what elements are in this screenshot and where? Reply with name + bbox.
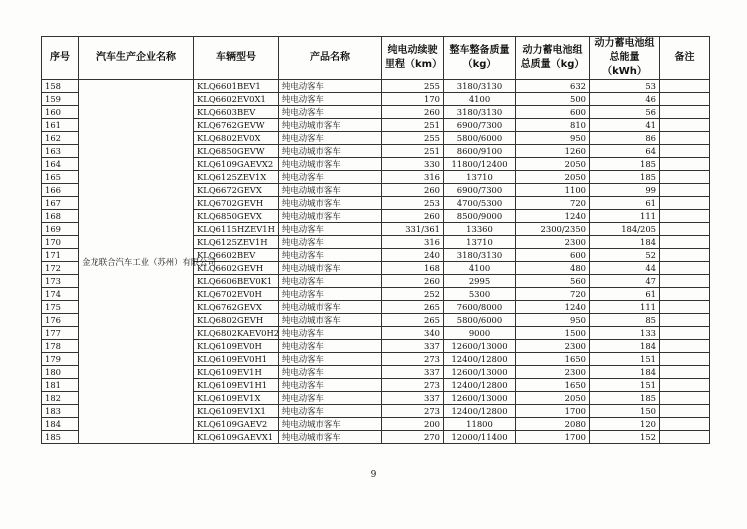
- cell-mass: 4100: [444, 93, 516, 106]
- cell-remarks: [660, 431, 710, 444]
- cell-battery-energy: 185: [590, 171, 660, 184]
- cell-no: 185: [42, 431, 79, 444]
- cell-battery-energy: 61: [590, 197, 660, 210]
- cell-model: KLQ6125ZEV1H: [194, 236, 279, 249]
- cell-battery-mass: 1500: [516, 327, 590, 340]
- cell-product: 纯电动客车: [279, 80, 382, 93]
- cell-battery-energy: 46: [590, 93, 660, 106]
- cell-range: 337: [382, 340, 444, 353]
- cell-product: 纯电动城市客车: [279, 158, 382, 171]
- cell-product: 纯电动客车: [279, 405, 382, 418]
- cell-remarks: [660, 418, 710, 431]
- cell-remarks: [660, 340, 710, 353]
- header-remarks: 备注: [660, 37, 710, 80]
- cell-model: KLQ6802GEVH: [194, 314, 279, 327]
- cell-mass: 3180/3130: [444, 106, 516, 119]
- cell-battery-energy: 44: [590, 262, 660, 275]
- cell-no: 184: [42, 418, 79, 431]
- vehicle-table: [41, 36, 710, 444]
- cell-product: 纯电动城市客车: [279, 314, 382, 327]
- cell-model: KLQ6603BEV: [194, 106, 279, 119]
- cell-model: KLQ6109EV1H1: [194, 379, 279, 392]
- cell-range: 270: [382, 431, 444, 444]
- table-row: [42, 80, 710, 93]
- cell-remarks: [660, 275, 710, 288]
- cell-battery-energy: 120: [590, 418, 660, 431]
- cell-range: 260: [382, 106, 444, 119]
- cell-range: 273: [382, 379, 444, 392]
- cell-range: 273: [382, 353, 444, 366]
- cell-range: 240: [382, 249, 444, 262]
- cell-no: 165: [42, 171, 79, 184]
- cell-model: KLQ6109EV0H1: [194, 353, 279, 366]
- cell-no: 167: [42, 197, 79, 210]
- cell-no: 171: [42, 249, 79, 262]
- cell-remarks: [660, 93, 710, 106]
- cell-battery-mass: 2300: [516, 236, 590, 249]
- cell-battery-energy: 61: [590, 288, 660, 301]
- cell-no: 179: [42, 353, 79, 366]
- cell-remarks: [660, 210, 710, 223]
- cell-model: KLQ6109EV1H: [194, 366, 279, 379]
- page-number: 9: [370, 470, 377, 480]
- cell-remarks: [660, 301, 710, 314]
- cell-model: KLQ6802EV0X: [194, 132, 279, 145]
- cell-range: 251: [382, 119, 444, 132]
- cell-battery-energy: 184: [590, 340, 660, 353]
- cell-battery-mass: 560: [516, 275, 590, 288]
- cell-range: 337: [382, 392, 444, 405]
- cell-remarks: [660, 80, 710, 93]
- cell-remarks: [660, 249, 710, 262]
- cell-mass: 13360: [444, 223, 516, 236]
- cell-remarks: [660, 119, 710, 132]
- cell-range: 340: [382, 327, 444, 340]
- cell-range: 331/361: [382, 223, 444, 236]
- cell-mass: 11800/12400: [444, 158, 516, 171]
- cell-no: 172: [42, 262, 79, 275]
- cell-range: 265: [382, 301, 444, 314]
- cell-battery-mass: 600: [516, 106, 590, 119]
- cell-remarks: [660, 158, 710, 171]
- header-model: 车辆型号: [194, 37, 279, 80]
- cell-product: 纯电动城市客车: [279, 431, 382, 444]
- cell-mass: 9000: [444, 327, 516, 340]
- cell-model: KLQ6702GEVH: [194, 197, 279, 210]
- cell-range: 273: [382, 405, 444, 418]
- cell-mass: 8500/9000: [444, 210, 516, 223]
- cell-battery-mass: 1240: [516, 301, 590, 314]
- cell-product: 纯电动客车: [279, 288, 382, 301]
- cell-battery-mass: 1240: [516, 210, 590, 223]
- cell-battery-mass: 2050: [516, 392, 590, 405]
- cell-product: 纯电动客车: [279, 132, 382, 145]
- cell-battery-mass: 810: [516, 119, 590, 132]
- cell-range: 260: [382, 210, 444, 223]
- cell-range: 316: [382, 171, 444, 184]
- cell-no: 180: [42, 366, 79, 379]
- cell-model: KLQ6802KAEV0H2: [194, 327, 279, 340]
- cell-product: 纯电动客车: [279, 327, 382, 340]
- cell-battery-energy: 184/205: [590, 223, 660, 236]
- cell-model: KLQ6762GEVX: [194, 301, 279, 314]
- table-body: [42, 80, 710, 444]
- cell-battery-energy: 99: [590, 184, 660, 197]
- cell-battery-mass: 1700: [516, 431, 590, 444]
- cell-no: 182: [42, 392, 79, 405]
- cell-battery-mass: 1700: [516, 405, 590, 418]
- cell-battery-energy: 184: [590, 366, 660, 379]
- cell-mass: 11800: [444, 418, 516, 431]
- cell-battery-mass: 2300: [516, 366, 590, 379]
- cell-range: 316: [382, 236, 444, 249]
- cell-model: KLQ6109EV0H: [194, 340, 279, 353]
- cell-range: 170: [382, 93, 444, 106]
- cell-product: 纯电动客车: [279, 223, 382, 236]
- cell-remarks: [660, 132, 710, 145]
- cell-battery-energy: 185: [590, 158, 660, 171]
- cell-no: 161: [42, 119, 79, 132]
- cell-battery-energy: 86: [590, 132, 660, 145]
- cell-no: 168: [42, 210, 79, 223]
- cell-mass: 12400/12800: [444, 353, 516, 366]
- cell-battery-mass: 1260: [516, 145, 590, 158]
- cell-remarks: [660, 405, 710, 418]
- cell-model: KLQ6702EV0H: [194, 288, 279, 301]
- header-company: 汽车生产企业名称: [79, 37, 194, 80]
- header-range: 纯电动续驶里程（km）: [382, 37, 444, 80]
- cell-remarks: [660, 106, 710, 119]
- header-no: 序号: [42, 37, 79, 80]
- cell-battery-energy: 184: [590, 236, 660, 249]
- cell-product: 纯电动客车: [279, 340, 382, 353]
- cell-mass: 3180/3130: [444, 80, 516, 93]
- cell-remarks: [660, 262, 710, 275]
- cell-battery-energy: 52: [590, 249, 660, 262]
- cell-battery-mass: 1650: [516, 379, 590, 392]
- cell-no: 173: [42, 275, 79, 288]
- cell-battery-energy: 85: [590, 314, 660, 327]
- cell-battery-mass: 480: [516, 262, 590, 275]
- cell-no: 175: [42, 301, 79, 314]
- cell-remarks: [660, 197, 710, 210]
- cell-mass: 5300: [444, 288, 516, 301]
- cell-product: 纯电动客车: [279, 275, 382, 288]
- cell-no: 159: [42, 93, 79, 106]
- cell-battery-mass: 720: [516, 288, 590, 301]
- cell-range: 337: [382, 366, 444, 379]
- cell-model: KLQ6109GAEVX1: [194, 431, 279, 444]
- cell-battery-mass: 2300/2350: [516, 223, 590, 236]
- cell-battery-mass: 950: [516, 314, 590, 327]
- cell-no: 162: [42, 132, 79, 145]
- cell-mass: 6900/7300: [444, 184, 516, 197]
- cell-mass: 12400/12800: [444, 405, 516, 418]
- cell-remarks: [660, 353, 710, 366]
- cell-remarks: [660, 223, 710, 236]
- cell-mass: 2995: [444, 275, 516, 288]
- cell-no: 176: [42, 314, 79, 327]
- cell-model: KLQ6602BEV: [194, 249, 279, 262]
- cell-remarks: [660, 366, 710, 379]
- cell-range: 265: [382, 314, 444, 327]
- cell-mass: 12600/13000: [444, 340, 516, 353]
- cell-product: 纯电动城市客车: [279, 145, 382, 158]
- cell-battery-mass: 2050: [516, 158, 590, 171]
- cell-battery-energy: 185: [590, 392, 660, 405]
- cell-mass: 12600/13000: [444, 392, 516, 405]
- cell-battery-mass: 632: [516, 80, 590, 93]
- cell-model: KLQ6109GAEV2: [194, 418, 279, 431]
- cell-mass: 4100: [444, 262, 516, 275]
- cell-range: 251: [382, 145, 444, 158]
- cell-model: KLQ6850GEVW: [194, 145, 279, 158]
- cell-product: 纯电动城市客车: [279, 301, 382, 314]
- cell-model: KLQ6672GEVX: [194, 184, 279, 197]
- cell-range: 252: [382, 288, 444, 301]
- cell-battery-energy: 41: [590, 119, 660, 132]
- cell-product: 纯电动客车: [279, 366, 382, 379]
- cell-remarks: [660, 392, 710, 405]
- cell-battery-mass: 1100: [516, 184, 590, 197]
- cell-model: KLQ6762GEVW: [194, 119, 279, 132]
- cell-no: 177: [42, 327, 79, 340]
- cell-product: 纯电动客车: [279, 93, 382, 106]
- cell-battery-energy: 152: [590, 431, 660, 444]
- cell-no: 181: [42, 379, 79, 392]
- cell-battery-mass: 2050: [516, 171, 590, 184]
- cell-battery-mass: 500: [516, 93, 590, 106]
- cell-model: KLQ6125ZEV1X: [194, 171, 279, 184]
- cell-mass: 3180/3130: [444, 249, 516, 262]
- cell-mass: 13710: [444, 171, 516, 184]
- cell-product: 纯电动城市客车: [279, 262, 382, 275]
- cell-range: 253: [382, 197, 444, 210]
- cell-range: 330: [382, 158, 444, 171]
- header-battery-mass: 动力蓄电池组总质量（kg）: [516, 37, 590, 80]
- cell-no: 163: [42, 145, 79, 158]
- cell-battery-energy: 64: [590, 145, 660, 158]
- cell-product: 纯电动城市客车: [279, 418, 382, 431]
- cell-range: 255: [382, 132, 444, 145]
- cell-product: 纯电动客车: [279, 236, 382, 249]
- cell-remarks: [660, 184, 710, 197]
- cell-battery-mass: 600: [516, 249, 590, 262]
- cell-range: 200: [382, 418, 444, 431]
- cell-remarks: [660, 145, 710, 158]
- cell-model: KLQ6109EV1X1: [194, 405, 279, 418]
- cell-no: 174: [42, 288, 79, 301]
- cell-range: 168: [382, 262, 444, 275]
- cell-model: KLQ6601BEV1: [194, 80, 279, 93]
- cell-product: 纯电动客车: [279, 249, 382, 262]
- cell-mass: 12400/12800: [444, 379, 516, 392]
- cell-product: 纯电动客车: [279, 353, 382, 366]
- cell-product: 纯电动城市客车: [279, 197, 382, 210]
- cell-battery-mass: 1650: [516, 353, 590, 366]
- cell-mass: 12600/13000: [444, 366, 516, 379]
- cell-product: 纯电动城市客车: [279, 210, 382, 223]
- header-battery-energy: 动力蓄电池组总能量（kWh）: [590, 37, 660, 80]
- cell-mass: 6900/7300: [444, 119, 516, 132]
- cell-battery-energy: 151: [590, 353, 660, 366]
- cell-battery-energy: 151: [590, 379, 660, 392]
- cell-mass: 13710: [444, 236, 516, 249]
- cell-mass: 4700/5300: [444, 197, 516, 210]
- cell-no: 170: [42, 236, 79, 249]
- cell-mass: 12000/11400: [444, 431, 516, 444]
- cell-company: 金龙联合汽车工业（苏州）有限公司: [79, 80, 194, 444]
- cell-no: 164: [42, 158, 79, 171]
- cell-product: 纯电动客车: [279, 106, 382, 119]
- header-product: 产品名称: [279, 37, 382, 80]
- cell-battery-energy: 111: [590, 301, 660, 314]
- cell-battery-mass: 950: [516, 132, 590, 145]
- cell-product: 纯电动城市客车: [279, 184, 382, 197]
- cell-product: 纯电动城市客车: [279, 119, 382, 132]
- cell-mass: 5800/6000: [444, 132, 516, 145]
- cell-model: KLQ6602GEVH: [194, 262, 279, 275]
- cell-range: 260: [382, 184, 444, 197]
- cell-no: 160: [42, 106, 79, 119]
- header-mass: 整车整备质量（kg）: [444, 37, 516, 80]
- cell-remarks: [660, 379, 710, 392]
- cell-remarks: [660, 314, 710, 327]
- cell-remarks: [660, 171, 710, 184]
- cell-model: KLQ6602EV0X1: [194, 93, 279, 106]
- cell-battery-energy: 150: [590, 405, 660, 418]
- cell-remarks: [660, 236, 710, 249]
- cell-no: 169: [42, 223, 79, 236]
- cell-battery-mass: 720: [516, 197, 590, 210]
- cell-no: 183: [42, 405, 79, 418]
- cell-remarks: [660, 327, 710, 340]
- cell-battery-energy: 133: [590, 327, 660, 340]
- cell-remarks: [660, 288, 710, 301]
- cell-battery-energy: 56: [590, 106, 660, 119]
- cell-no: 158: [42, 80, 79, 93]
- cell-battery-energy: 53: [590, 80, 660, 93]
- cell-product: 纯电动客车: [279, 171, 382, 184]
- cell-battery-energy: 47: [590, 275, 660, 288]
- cell-mass: 8600/9100: [444, 145, 516, 158]
- cell-battery-mass: 2080: [516, 418, 590, 431]
- cell-model: KLQ6109GAEVX2: [194, 158, 279, 171]
- cell-model: KLQ6109EV1X: [194, 392, 279, 405]
- cell-product: 纯电动客车: [279, 379, 382, 392]
- cell-model: KLQ6606BEV0K1: [194, 275, 279, 288]
- cell-model: KLQ6850GEVX: [194, 210, 279, 223]
- cell-range: 260: [382, 275, 444, 288]
- cell-no: 166: [42, 184, 79, 197]
- cell-mass: 5800/6000: [444, 314, 516, 327]
- cell-product: 纯电动客车: [279, 392, 382, 405]
- cell-battery-energy: 111: [590, 210, 660, 223]
- cell-no: 178: [42, 340, 79, 353]
- cell-range: 255: [382, 80, 444, 93]
- header-row: [42, 37, 710, 80]
- cell-model: KLQ6115HZEV1H: [194, 223, 279, 236]
- cell-mass: 7600/8000: [444, 301, 516, 314]
- cell-battery-mass: 2300: [516, 340, 590, 353]
